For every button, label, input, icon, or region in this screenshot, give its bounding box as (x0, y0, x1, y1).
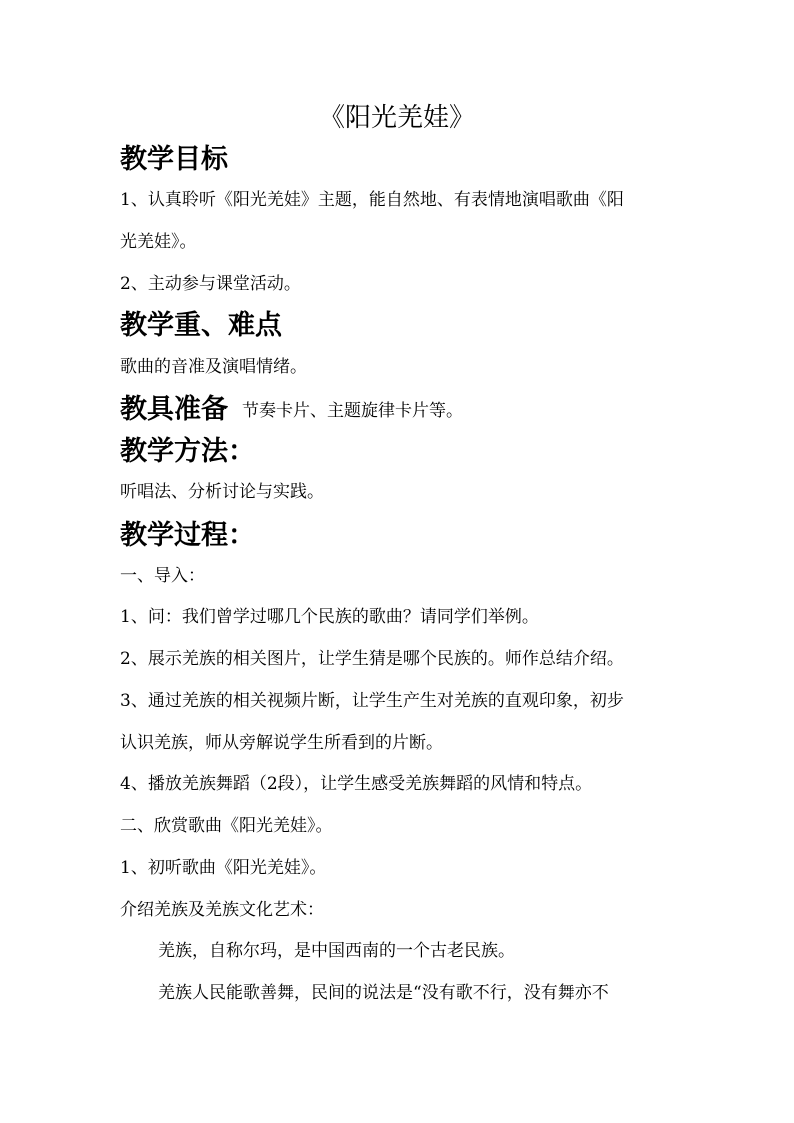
materials-note: 节奏卡片、主题旋律卡片等。 (242, 400, 463, 421)
heading-process: 教学过程： (120, 520, 255, 551)
heading-materials (120, 390, 463, 431)
goal-line-1: 1、认真聆听《阳光羌娃》主题，能自然地、有表情地演唱歌曲《阳 (120, 190, 624, 210)
goal-line-2: 光羌娃》。 (120, 232, 197, 252)
process-line-3: 2、展示羌族的相关图片，让学生猜是哪个民族的。师作总结介绍。 (120, 649, 624, 669)
process-line-1: 一、导入： (120, 566, 205, 586)
process-line-6: 4、播放羌族舞蹈（2段），让学生感受羌族舞蹈的风情和特点。 (120, 774, 593, 794)
process-line-11: 羌族人民能歌善舞，民间的说法是“没有歌不行，没有舞亦不 (158, 983, 609, 1003)
process-line-8: 1、初听歌曲《阳光羌娃》。 (120, 858, 327, 878)
methods-line-1: 听唱法、分析讨论与实践。 (120, 482, 324, 502)
process-line-4: 3、通过羌族的相关视频片断，让学生产生对羌族的直观印象，初步 (120, 691, 624, 711)
process-line-10: 羌族，自称尔玛，是中国西南的一个古老民族。 (158, 941, 515, 961)
key-points-line-1: 歌曲的音准及演唱情绪。 (120, 357, 307, 377)
process-line-9: 介绍羌族及羌族文化艺术： (120, 900, 324, 920)
goal-line-3: 2、主动参与课堂活动。 (120, 274, 301, 294)
process-line-2: 1、问：我们曾学过哪几个民族的歌曲？请同学们举例。 (120, 607, 539, 627)
heading-methods: 教学方法： (120, 436, 255, 467)
process-line-5: 认识羌族，师从旁解说学生所看到的片断。 (120, 733, 443, 753)
materials-heading-text: 教具准备 (120, 394, 228, 425)
document-title: 《阳光羌娃》 (318, 103, 475, 133)
heading-teaching-goals: 教学目标 (120, 144, 228, 175)
heading-key-points: 教学重、难点 (120, 310, 282, 341)
process-line-7: 二、欣赏歌曲《阳光羌娃》。 (120, 816, 333, 836)
